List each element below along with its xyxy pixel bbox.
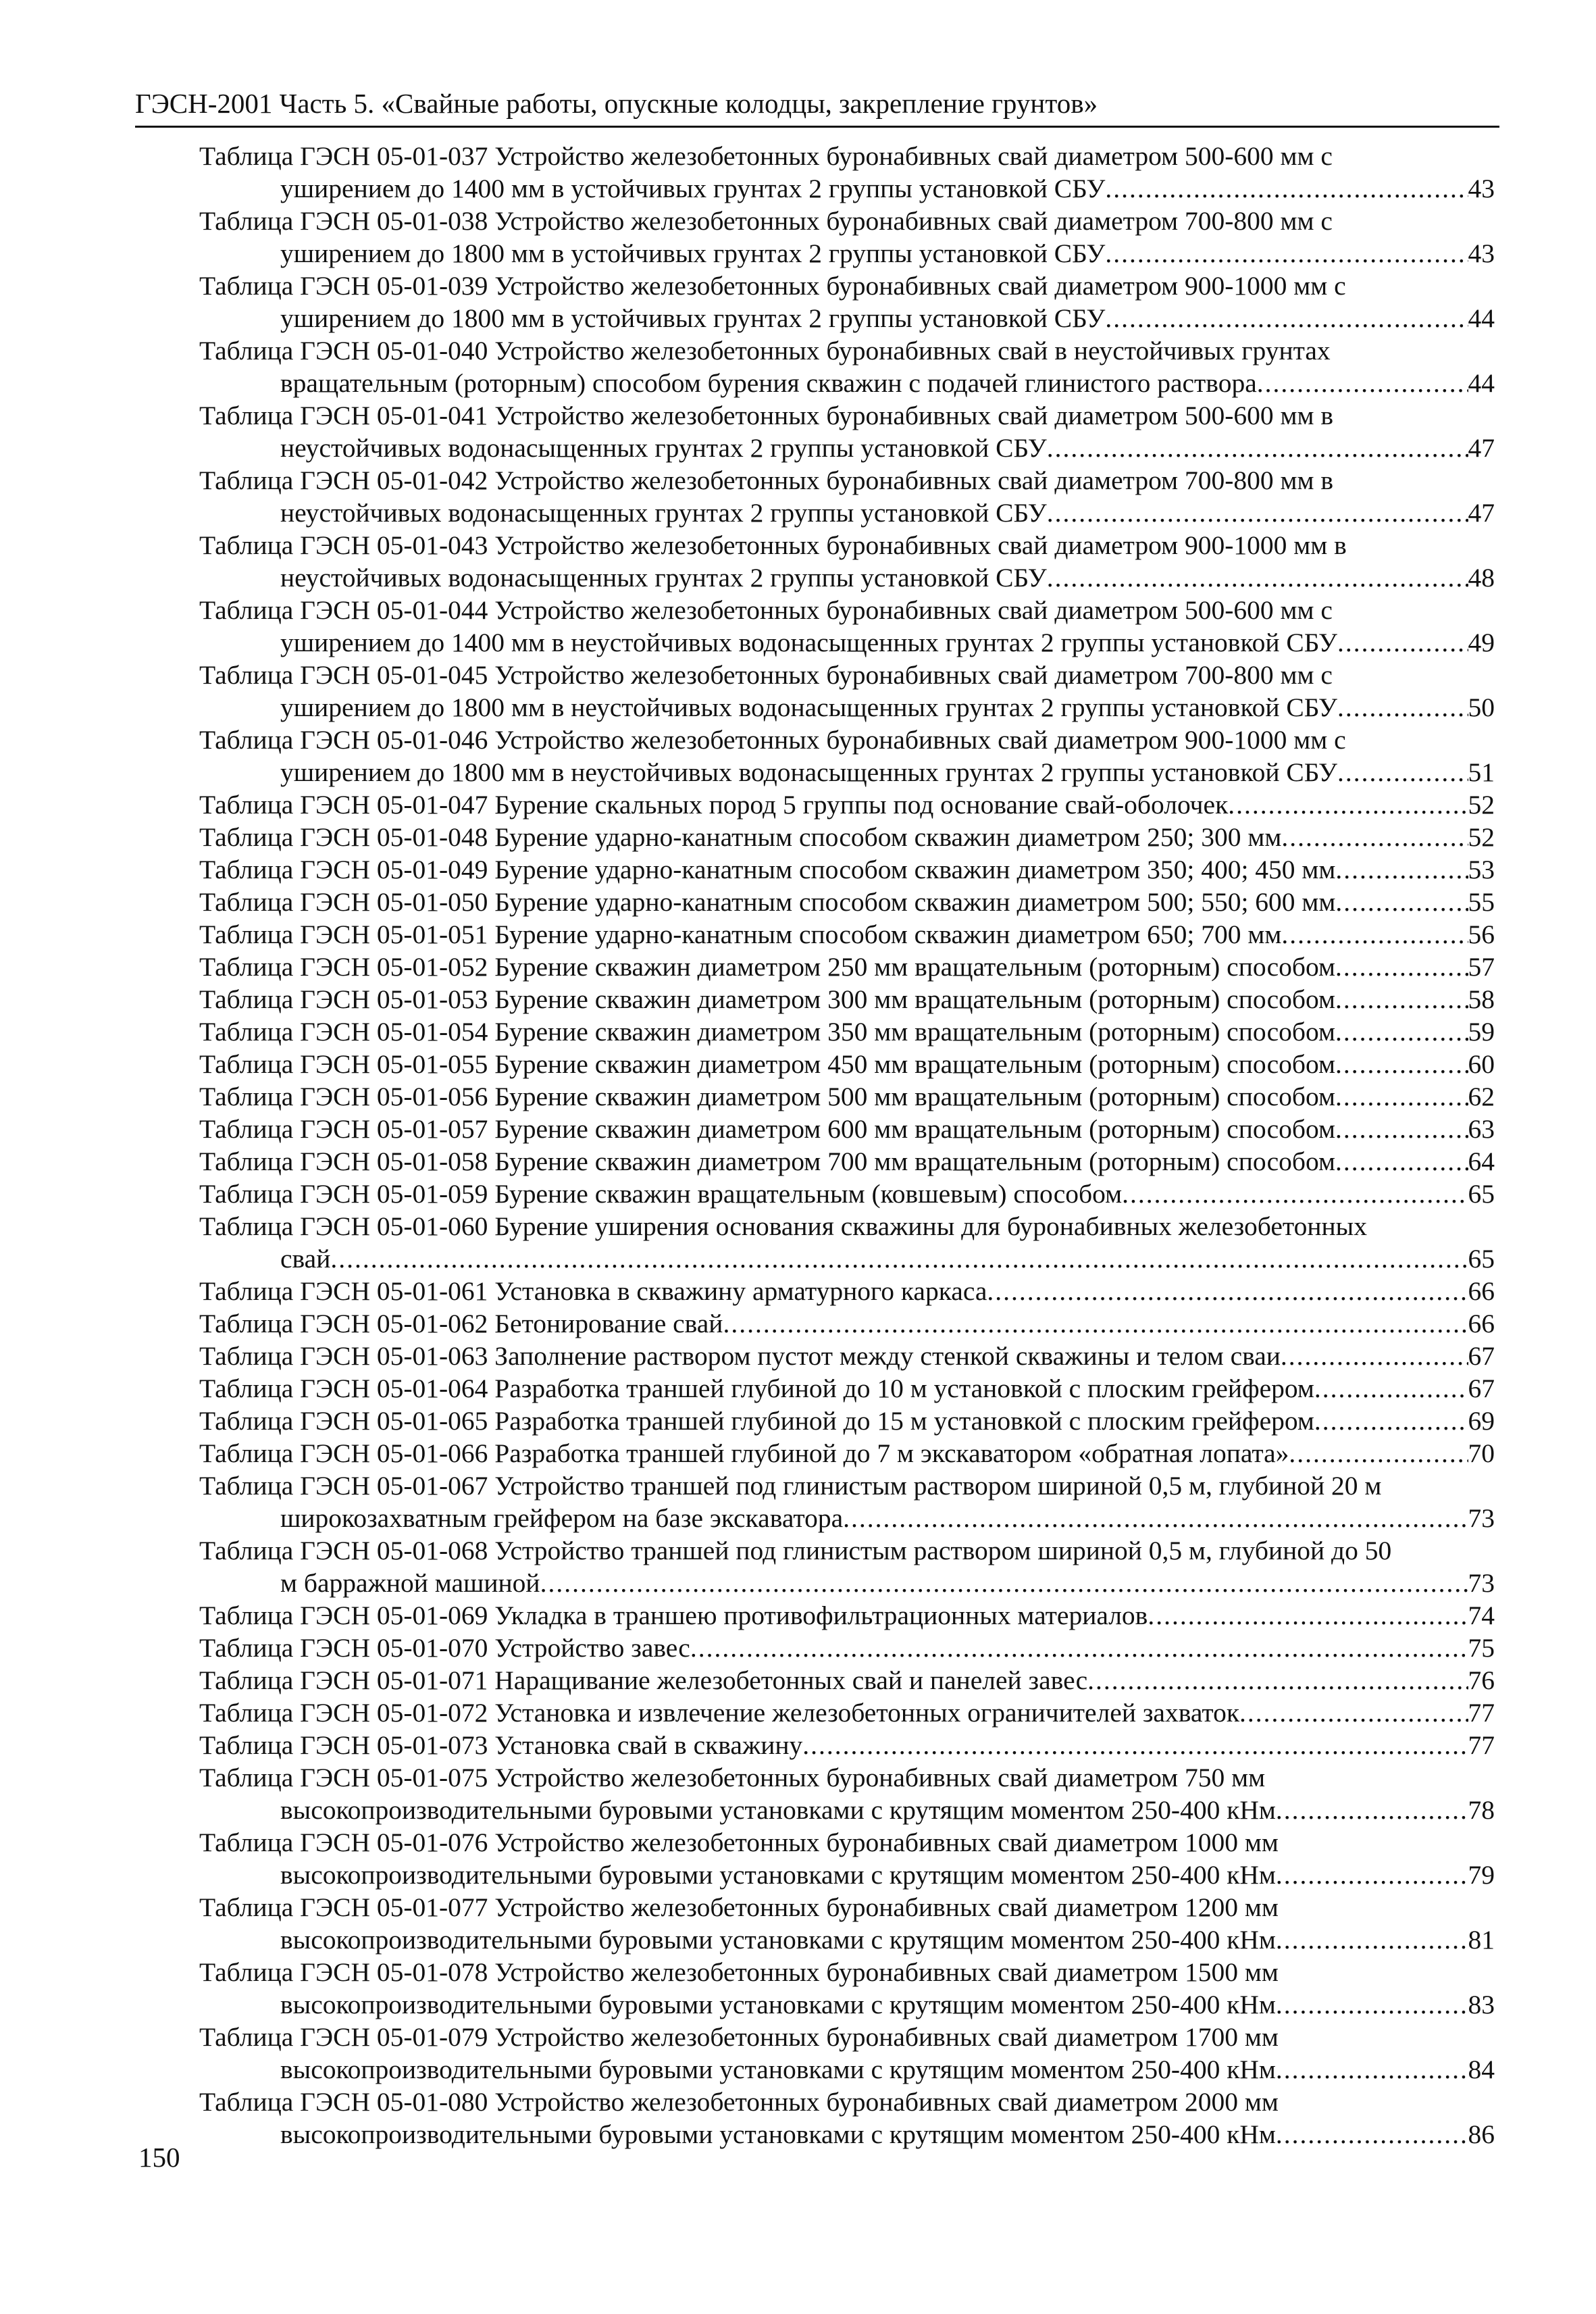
toc-entry bbox=[199, 1307, 1495, 1340]
toc-page-number: 81 bbox=[1468, 1925, 1495, 1955]
toc-entry-title: Таблица ГЭСН 05-01-080 Устройство железобетонных буронабивных свай диаметром 2000 мм bbox=[199, 2087, 1279, 2117]
toc-entry bbox=[199, 1437, 1495, 1469]
toc-page-number: 69 bbox=[1468, 1406, 1495, 1436]
toc-page-number: 53 bbox=[1468, 855, 1495, 884]
toc-entry-title-line bbox=[199, 1080, 1495, 1113]
dot-leader bbox=[1276, 2053, 1468, 2086]
toc-entry-title-line bbox=[199, 205, 1495, 237]
toc-entry bbox=[199, 1956, 1495, 2021]
toc-entry-title: Таблица ГЭСН 05-01-070 Устройство завес bbox=[199, 1633, 690, 1663]
toc-entry-title-line bbox=[199, 1826, 1495, 1859]
toc-entry-continuation: уширением до 1800 мм в устойчивых грунтах 2 группы установкой СБУ bbox=[280, 238, 1106, 268]
toc-entry-continuation: уширением до 1400 мм в неустойчивых водонасыщенных грунтах 2 группы установкой СБУ bbox=[280, 628, 1338, 657]
dot-leader bbox=[1289, 1437, 1468, 1469]
toc-page-number: 58 bbox=[1468, 984, 1495, 1014]
toc-entry-continuation-line bbox=[199, 237, 1495, 270]
toc-entry-title-line bbox=[199, 1178, 1495, 1210]
toc-entry bbox=[199, 886, 1495, 918]
toc-page-number: 67 bbox=[1468, 1374, 1495, 1403]
toc-entry-title-line bbox=[199, 1307, 1495, 1340]
toc-page-number: 59 bbox=[1468, 1017, 1495, 1047]
toc-entry-title: Таблица ГЭСН 05-01-055 Бурение скважин диаметром 450 мм вращательным (роторным) способом bbox=[199, 1049, 1335, 1079]
toc-entry-title: Таблица ГЭСН 05-01-062 Бетонирование свай bbox=[199, 1309, 723, 1338]
toc-entry-title: Таблица ГЭСН 05-01-052 Бурение скважин диаметром 250 мм вращательным (роторным) способом bbox=[199, 952, 1335, 982]
toc-entry-continuation: высокопроизводительными буровыми установками с крутящим моментом 250-400 кНм bbox=[280, 1795, 1276, 1825]
toc-entry-title: Таблица ГЭСН 05-01-043 Устройство железобетонных буронабивных свай диаметром 900-1000 мм в bbox=[199, 530, 1347, 560]
toc-entry-title: Таблица ГЭСН 05-01-066 Разработка траншей глубиной до 7 м экскаватором «обратная лопата» bbox=[199, 1438, 1289, 1468]
toc-entry-continuation-line bbox=[199, 756, 1495, 788]
toc-entry-title: Таблица ГЭСН 05-01-076 Устройство железобетонных буронабивных свай диаметром 1000 мм bbox=[199, 1828, 1279, 1857]
toc-entry bbox=[199, 1729, 1495, 1761]
toc-entry-title: Таблица ГЭСН 05-01-039 Устройство железобетонных буронабивных свай диаметром 900-1000 мм с bbox=[199, 271, 1346, 301]
toc-page-number: 77 bbox=[1468, 1730, 1495, 1760]
toc-page-number: 49 bbox=[1468, 628, 1495, 657]
dot-leader bbox=[1276, 1794, 1468, 1826]
toc-page-number: 73 bbox=[1468, 1503, 1495, 1533]
toc-entry-title-line bbox=[199, 594, 1495, 626]
toc-entry-continuation-line bbox=[199, 1242, 1495, 1275]
toc-entry-title-line bbox=[199, 334, 1495, 367]
toc-entry-continuation-line bbox=[199, 2053, 1495, 2086]
toc-page-number: 78 bbox=[1468, 1795, 1495, 1825]
toc-entry-title: Таблица ГЭСН 05-01-050 Бурение ударно-канатным способом скважин диаметром 500; 550; 600 мм bbox=[199, 887, 1336, 917]
toc-entry-continuation-line bbox=[199, 172, 1495, 205]
toc-page-number: 51 bbox=[1468, 757, 1495, 787]
dot-leader bbox=[1281, 821, 1468, 853]
toc-entry-continuation-line bbox=[199, 367, 1495, 399]
toc-entry bbox=[199, 529, 1495, 594]
toc-page-number: 64 bbox=[1468, 1147, 1495, 1176]
toc-page-number: 74 bbox=[1468, 1601, 1495, 1630]
toc-page-number: 57 bbox=[1468, 952, 1495, 982]
toc-page-number: 83 bbox=[1468, 1990, 1495, 2019]
toc-page-number: 67 bbox=[1468, 1341, 1495, 1371]
toc-entry bbox=[199, 1599, 1495, 1632]
toc-entry-title-line bbox=[199, 2086, 1495, 2118]
toc-entry-title: Таблица ГЭСН 05-01-042 Устройство железобетонных буронабивных свай диаметром 700-800 мм в bbox=[199, 466, 1334, 495]
toc-entry-continuation: высокопроизводительными буровыми установками с крутящим моментом 250-400 кНм bbox=[280, 1925, 1276, 1955]
toc-entry bbox=[199, 1178, 1495, 1210]
dot-leader bbox=[1281, 1340, 1468, 1372]
dot-leader bbox=[1087, 1664, 1468, 1696]
toc-page-number: 43 bbox=[1468, 174, 1495, 203]
toc-entry bbox=[199, 334, 1495, 399]
toc-entry bbox=[199, 1210, 1495, 1275]
toc-entry-title: Таблица ГЭСН 05-01-064 Разработка траншей глубиной до 10 м установкой с плоским грейфером bbox=[199, 1374, 1314, 1403]
toc-entry-continuation-line bbox=[199, 691, 1495, 724]
toc-entry-continuation: уширением до 1800 мм в неустойчивых водонасыщенных грунтах 2 группы установкой СБУ bbox=[280, 757, 1338, 787]
toc-entry-title-line bbox=[199, 1113, 1495, 1145]
toc-page-number: 47 bbox=[1468, 433, 1495, 463]
toc-entry-continuation-line bbox=[199, 1567, 1495, 1599]
toc-entry-title-line bbox=[199, 1145, 1495, 1178]
toc-page-number: 52 bbox=[1468, 790, 1495, 820]
dot-leader bbox=[1276, 1923, 1468, 1956]
toc-entry-title-line bbox=[199, 1664, 1495, 1696]
toc-entry bbox=[199, 464, 1495, 529]
dot-leader bbox=[1105, 172, 1468, 205]
toc-entry-title-line bbox=[199, 1015, 1495, 1048]
dot-leader bbox=[1047, 497, 1468, 529]
toc-entry bbox=[199, 1469, 1495, 1534]
toc-entry-continuation: свай bbox=[280, 1244, 331, 1274]
dot-leader bbox=[1276, 1988, 1468, 2021]
toc-page-number: 66 bbox=[1468, 1309, 1495, 1338]
toc-entry-title: Таблица ГЭСН 05-01-077 Устройство железобетонных буронабивных свай диаметром 1200 мм bbox=[199, 1892, 1279, 1922]
toc-entry-continuation: высокопроизводительными буровыми установками с крутящим моментом 250-400 кНм bbox=[280, 1860, 1276, 1890]
toc-entry-title: Таблица ГЭСН 05-01-065 Разработка траншей глубиной до 15 м установкой с плоским грейфером bbox=[199, 1406, 1314, 1436]
toc-entry-title-line bbox=[199, 1696, 1495, 1729]
toc-page-number: 79 bbox=[1468, 1860, 1495, 1890]
dot-leader bbox=[843, 1502, 1468, 1534]
toc-page-number: 50 bbox=[1468, 693, 1495, 722]
toc-entry bbox=[199, 399, 1495, 464]
dot-leader bbox=[802, 1729, 1468, 1761]
toc-entry bbox=[199, 1080, 1495, 1113]
dot-leader bbox=[1047, 561, 1468, 594]
toc-entry-title: Таблица ГЭСН 05-01-069 Укладка в траншею противофильтрационных материалов bbox=[199, 1601, 1148, 1630]
toc-entry-continuation-line bbox=[199, 1923, 1495, 1956]
dot-leader bbox=[1281, 918, 1468, 951]
toc-page-number: 47 bbox=[1468, 498, 1495, 528]
toc-entry-title-line bbox=[199, 1956, 1495, 1988]
toc-entry bbox=[199, 821, 1495, 853]
toc-entry-title: Таблица ГЭСН 05-01-078 Устройство железобетонных буронабивных свай диаметром 1500 мм bbox=[199, 1957, 1279, 1987]
toc-entry bbox=[199, 983, 1495, 1015]
toc-page-number: 86 bbox=[1468, 2119, 1495, 2149]
page-number: 150 bbox=[138, 2142, 180, 2173]
toc-entry-title-line bbox=[199, 983, 1495, 1015]
toc-page-number: 44 bbox=[1468, 303, 1495, 333]
dot-leader bbox=[1228, 788, 1468, 821]
toc-entry-continuation-line bbox=[199, 1794, 1495, 1826]
toc-entry bbox=[199, 918, 1495, 951]
toc-entry bbox=[199, 1664, 1495, 1696]
dot-leader bbox=[1047, 432, 1468, 464]
toc-entry-continuation-line bbox=[199, 1502, 1495, 1534]
toc-page-number: 77 bbox=[1468, 1698, 1495, 1728]
dot-leader bbox=[987, 1275, 1468, 1307]
toc-entry bbox=[199, 1632, 1495, 1664]
toc-entry bbox=[199, 1405, 1495, 1437]
toc-entry-continuation: неустойчивых водонасыщенных грунтах 2 группы установкой СБУ bbox=[280, 433, 1047, 463]
dot-leader bbox=[1335, 1145, 1468, 1178]
toc-entry-continuation-line bbox=[199, 432, 1495, 464]
dot-leader bbox=[1276, 1859, 1468, 1891]
toc-entry-title-line bbox=[199, 529, 1495, 561]
toc-entry-title-line bbox=[199, 270, 1495, 302]
toc-entry-title: Таблица ГЭСН 05-01-058 Бурение скважин диаметром 700 мм вращательным (роторным) способом bbox=[199, 1147, 1335, 1176]
toc-entry-continuation: м барражной машиной bbox=[280, 1568, 540, 1598]
toc-entry-continuation-line bbox=[199, 626, 1495, 659]
dot-leader bbox=[1335, 853, 1468, 886]
toc-page-number: 63 bbox=[1468, 1114, 1495, 1144]
toc-entry-continuation: уширением до 1800 мм в неустойчивых водонасыщенных грунтах 2 группы установкой СБУ bbox=[280, 693, 1338, 722]
toc-entry-title: Таблица ГЭСН 05-01-071 Наращивание железобетонных свай и панелей завес bbox=[199, 1665, 1088, 1695]
toc-entry-title-line bbox=[199, 1761, 1495, 1794]
toc-entry-title: Таблица ГЭСН 05-01-049 Бурение ударно-канатным способом скважин диаметром 350; 400; 450 мм bbox=[199, 855, 1336, 884]
toc-page-number: 44 bbox=[1468, 368, 1495, 398]
toc-entry-continuation-line bbox=[199, 1859, 1495, 1891]
dot-leader bbox=[1239, 1696, 1468, 1729]
toc-entry-continuation: высокопроизводительными буровыми установками с крутящим моментом 250-400 кНм bbox=[280, 2055, 1276, 2084]
toc-entry bbox=[199, 1761, 1495, 1826]
toc-entry-title: Таблица ГЭСН 05-01-040 Устройство железобетонных буронабивных свай в неустойчивых грунтах bbox=[199, 336, 1331, 366]
table-of-contents bbox=[199, 140, 1495, 2150]
toc-entry-title-line bbox=[199, 1632, 1495, 1664]
dot-leader bbox=[1335, 1048, 1468, 1080]
toc-entry bbox=[199, 270, 1495, 334]
toc-entry-title: Таблица ГЭСН 05-01-079 Устройство железобетонных буронабивных свай диаметром 1700 мм bbox=[199, 2022, 1279, 2052]
toc-entry-continuation-line bbox=[199, 302, 1495, 334]
toc-entry-title: Таблица ГЭСН 05-01-067 Устройство траншей под глинистым раствором шириной 0,5 м, глубиной 20 м bbox=[199, 1471, 1382, 1501]
toc-page-number: 70 bbox=[1468, 1438, 1495, 1468]
toc-entry-continuation: неустойчивых водонасыщенных грунтах 2 группы установкой СБУ bbox=[280, 498, 1047, 528]
header-rule bbox=[135, 126, 1499, 128]
dot-leader bbox=[1122, 1178, 1468, 1210]
toc-page-number: 52 bbox=[1468, 822, 1495, 852]
dot-leader bbox=[1335, 1080, 1468, 1113]
toc-entry-title-line bbox=[199, 853, 1495, 886]
dot-leader bbox=[1314, 1405, 1468, 1437]
toc-entry bbox=[199, 724, 1495, 788]
dot-leader bbox=[1105, 302, 1468, 334]
toc-entry-title: Таблица ГЭСН 05-01-037 Устройство железобетонных буронабивных свай диаметром 500-600 мм с bbox=[199, 141, 1333, 171]
toc-page-number: 43 bbox=[1468, 238, 1495, 268]
toc-entry bbox=[199, 2021, 1495, 2086]
toc-page-number: 73 bbox=[1468, 1568, 1495, 1598]
toc-entry-continuation-line bbox=[199, 497, 1495, 529]
toc-entry bbox=[199, 1048, 1495, 1080]
toc-entry bbox=[199, 1534, 1495, 1599]
toc-entry-continuation: уширением до 1800 мм в устойчивых грунтах 2 группы установкой СБУ bbox=[280, 303, 1106, 333]
toc-entry-title-line bbox=[199, 1048, 1495, 1080]
toc-entry-title: Таблица ГЭСН 05-01-041 Устройство железобетонных буронабивных свай диаметром 500-600 мм в bbox=[199, 401, 1334, 430]
toc-entry-title-line bbox=[199, 918, 1495, 951]
toc-page-number: 48 bbox=[1468, 563, 1495, 593]
dot-leader bbox=[1337, 756, 1468, 788]
toc-page-number: 65 bbox=[1468, 1179, 1495, 1209]
toc-entry bbox=[199, 594, 1495, 659]
dot-leader bbox=[1337, 691, 1468, 724]
toc-entry-title-line bbox=[199, 821, 1495, 853]
toc-entry-title: Таблица ГЭСН 05-01-047 Бурение скальных пород 5 группы под основание свай-оболочек bbox=[199, 790, 1229, 820]
toc-page-number: 84 bbox=[1468, 2055, 1495, 2084]
toc-entry-title: Таблица ГЭСН 05-01-054 Бурение скважин диаметром 350 мм вращательным (роторным) способом bbox=[199, 1017, 1335, 1047]
dot-leader bbox=[1335, 951, 1468, 983]
toc-page-number: 62 bbox=[1468, 1082, 1495, 1111]
toc-entry-title: Таблица ГЭСН 05-01-051 Бурение ударно-канатным способом скважин диаметром 650; 700 мм bbox=[199, 920, 1282, 949]
page-header: ГЭСН-2001 Часть 5. «Свайные работы, опускные колодцы, закрепление грунтов» bbox=[135, 88, 1098, 119]
toc-entry-title-line bbox=[199, 788, 1495, 821]
toc-entry-continuation: неустойчивых водонасыщенных грунтах 2 группы установкой СБУ bbox=[280, 563, 1047, 593]
toc-entry bbox=[199, 205, 1495, 270]
dot-leader bbox=[1314, 1372, 1468, 1405]
toc-entry-title: Таблица ГЭСН 05-01-068 Устройство траншей под глинистым раствором шириной 0,5 м, глубиной до 50 bbox=[199, 1536, 1392, 1565]
toc-entry-title-line bbox=[199, 951, 1495, 983]
toc-entry-title: Таблица ГЭСН 05-01-060 Бурение уширения основания скважины для буронабивных железобетонных bbox=[199, 1211, 1367, 1241]
toc-entry-continuation: высокопроизводительными буровыми установками с крутящим моментом 250-400 кНм bbox=[280, 1990, 1276, 2019]
toc-entry-title-line bbox=[199, 1729, 1495, 1761]
toc-entry-continuation: уширением до 1400 мм в устойчивых грунтах 2 группы установкой СБУ bbox=[280, 174, 1106, 203]
toc-page-number: 56 bbox=[1468, 920, 1495, 949]
toc-entry-continuation: вращательным (роторным) способом бурения скважин с подачей глинистого раствора bbox=[280, 368, 1257, 398]
dot-leader bbox=[1335, 1113, 1468, 1145]
toc-entry-title-line bbox=[199, 724, 1495, 756]
dot-leader bbox=[1335, 983, 1468, 1015]
toc-entry bbox=[199, 1015, 1495, 1048]
dot-leader bbox=[690, 1632, 1468, 1664]
toc-entry-title-line bbox=[199, 1275, 1495, 1307]
toc-entry-continuation-line bbox=[199, 561, 1495, 594]
toc-entry-continuation: высокопроизводительными буровыми установками с крутящим моментом 250-400 кНм bbox=[280, 2119, 1276, 2149]
toc-entry bbox=[199, 951, 1495, 983]
toc-entry bbox=[199, 140, 1495, 205]
toc-entry-title: Таблица ГЭСН 05-01-038 Устройство железобетонных буронабивных свай диаметром 700-800 мм с bbox=[199, 206, 1333, 236]
toc-entry-title-line bbox=[199, 659, 1495, 691]
toc-entry bbox=[199, 1113, 1495, 1145]
dot-leader bbox=[1276, 2118, 1468, 2150]
toc-page-number: 76 bbox=[1468, 1665, 1495, 1695]
toc-entry-title: Таблица ГЭСН 05-01-063 Заполнение раствором пустот между стенкой скважины и телом сваи bbox=[199, 1341, 1281, 1371]
toc-entry-title: Таблица ГЭСН 05-01-061 Установка в скважину арматурного каркаса bbox=[199, 1276, 987, 1306]
toc-entry-title-line bbox=[199, 1469, 1495, 1502]
toc-entry bbox=[199, 1696, 1495, 1729]
toc-entry-title-line bbox=[199, 464, 1495, 497]
toc-entry-title-line bbox=[199, 1891, 1495, 1923]
toc-entry-title: Таблица ГЭСН 05-01-073 Установка свай в скважину bbox=[199, 1730, 803, 1760]
dot-leader bbox=[1148, 1599, 1468, 1632]
toc-page-number: 60 bbox=[1468, 1049, 1495, 1079]
toc-entry-title-line bbox=[199, 1534, 1495, 1567]
dot-leader bbox=[330, 1242, 1468, 1275]
toc-entry-title: Таблица ГЭСН 05-01-045 Устройство железобетонных буронабивных свай диаметром 700-800 мм с bbox=[199, 660, 1333, 690]
dot-leader bbox=[540, 1567, 1468, 1599]
toc-entry-title-line bbox=[199, 140, 1495, 172]
toc-entry-title-line bbox=[199, 1210, 1495, 1242]
toc-entry-title-line bbox=[199, 2021, 1495, 2053]
toc-page-number: 66 bbox=[1468, 1276, 1495, 1306]
toc-entry-title-line bbox=[199, 1437, 1495, 1469]
toc-page-number: 75 bbox=[1468, 1633, 1495, 1663]
dot-leader bbox=[1335, 1015, 1468, 1048]
toc-entry-title-line bbox=[199, 1372, 1495, 1405]
toc-entry-title: Таблица ГЭСН 05-01-044 Устройство железобетонных буронабивных свай диаметром 500-600 мм с bbox=[199, 595, 1333, 625]
toc-entry-title: Таблица ГЭСН 05-01-059 Бурение скважин вращательным (ковшевым) способом bbox=[199, 1179, 1123, 1209]
dot-leader bbox=[723, 1307, 1468, 1340]
toc-entry-continuation-line bbox=[199, 1988, 1495, 2021]
toc-entry-title-line bbox=[199, 1599, 1495, 1632]
toc-entry-title-line bbox=[199, 1340, 1495, 1372]
dot-leader bbox=[1105, 237, 1468, 270]
toc-entry-title-line bbox=[199, 1405, 1495, 1437]
toc-entry bbox=[199, 1826, 1495, 1891]
toc-entry-title: Таблица ГЭСН 05-01-053 Бурение скважин диаметром 300 мм вращательным (роторным) способом bbox=[199, 984, 1335, 1014]
toc-entry-title-line bbox=[199, 886, 1495, 918]
toc-entry bbox=[199, 788, 1495, 821]
toc-entry bbox=[199, 853, 1495, 886]
toc-entry bbox=[199, 1145, 1495, 1178]
toc-entry bbox=[199, 1372, 1495, 1405]
toc-entry bbox=[199, 2086, 1495, 2150]
toc-entry-continuation-line bbox=[199, 2118, 1495, 2150]
dot-leader bbox=[1257, 367, 1468, 399]
dot-leader bbox=[1335, 886, 1468, 918]
toc-entry-continuation: широкозахватным грейфером на базе экскаватора bbox=[280, 1503, 844, 1533]
toc-entry-title: Таблица ГЭСН 05-01-056 Бурение скважин диаметром 500 мм вращательным (роторным) способом bbox=[199, 1082, 1335, 1111]
toc-entry-title-line bbox=[199, 399, 1495, 432]
dot-leader bbox=[1337, 626, 1468, 659]
toc-entry bbox=[199, 1275, 1495, 1307]
toc-entry-title: Таблица ГЭСН 05-01-057 Бурение скважин диаметром 600 мм вращательным (роторным) способом bbox=[199, 1114, 1335, 1144]
toc-page-number: 65 bbox=[1468, 1244, 1495, 1274]
toc-entry-title: Таблица ГЭСН 05-01-075 Устройство железобетонных буронабивных свай диаметром 750 мм bbox=[199, 1763, 1266, 1792]
toc-entry bbox=[199, 1891, 1495, 1956]
toc-entry-title: Таблица ГЭСН 05-01-048 Бурение ударно-канатным способом скважин диаметром 250; 300 мм bbox=[199, 822, 1282, 852]
toc-entry bbox=[199, 1340, 1495, 1372]
toc-entry-title: Таблица ГЭСН 05-01-072 Установка и извлечение железобетонных ограничителей захваток bbox=[199, 1698, 1240, 1728]
toc-entry bbox=[199, 659, 1495, 724]
toc-entry-title: Таблица ГЭСН 05-01-046 Устройство железобетонных буронабивных свай диаметром 900-1000 мм с bbox=[199, 725, 1346, 755]
toc-page-number: 55 bbox=[1468, 887, 1495, 917]
